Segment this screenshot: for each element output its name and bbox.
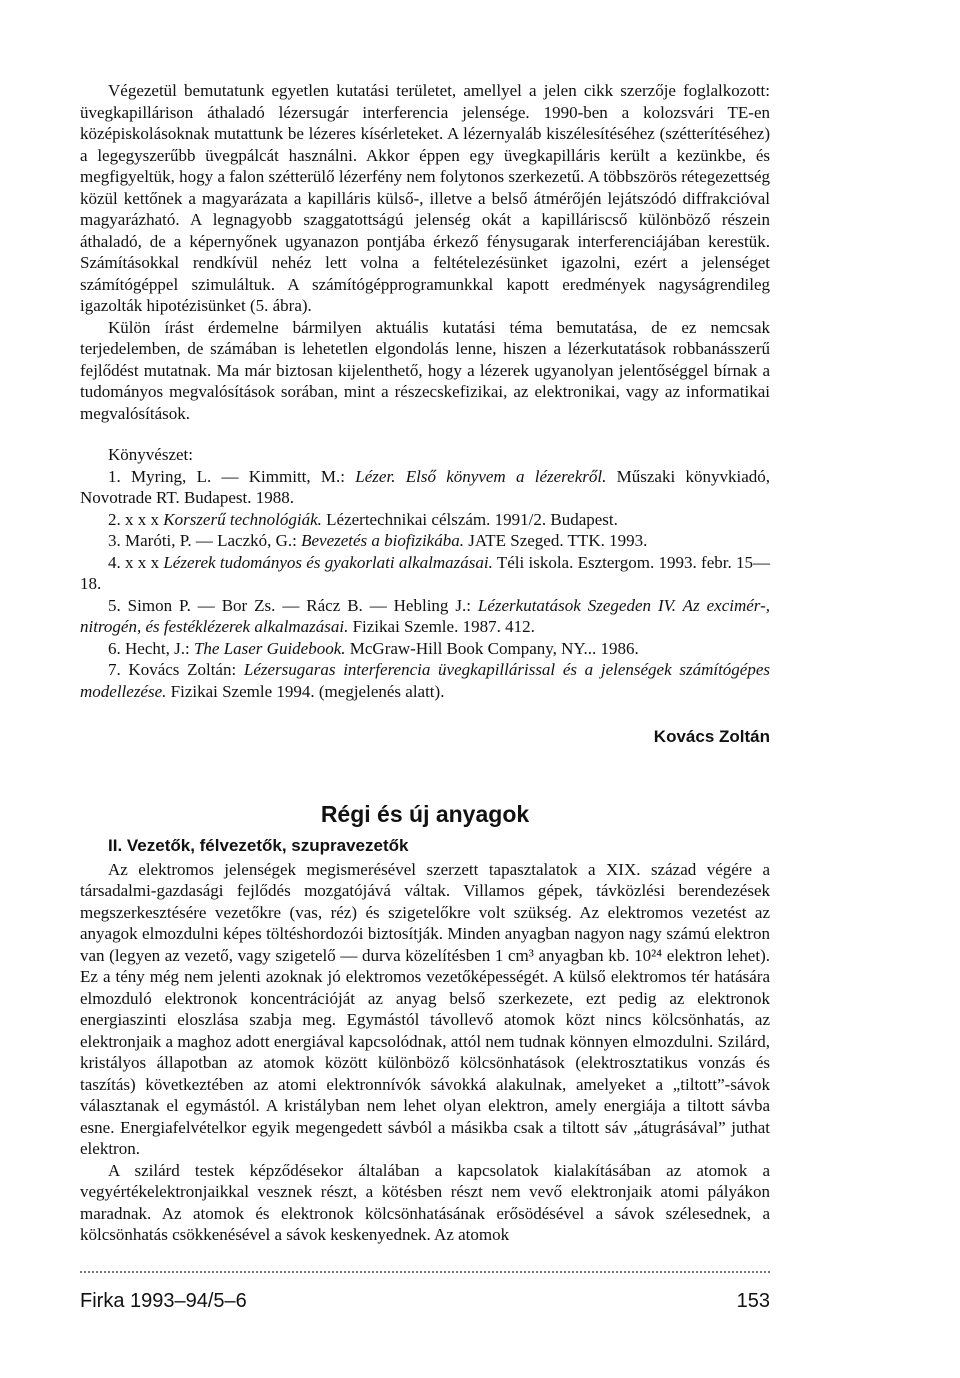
body-paragraph: A szilárd testek képződésekor általában a kapcsolatok kialakításában az atomok a vegyértékelektronjaikkal vesznek részt, a kötésben részt nem vevő elektronjaik atomi pályákon maradnak. Az atomok és elektronok kölcsönhatásának erősödésével a sávok szélesednek, a kölcsönhatás csökkenésével a sávok keskenyednek. Az atomok [80, 1160, 770, 1244]
reference-item: 1. Myring, L. — Kimmitt, M.: Lézer. Első könyvem a lézerekről. Műszaki könyvkiadó, Novotrade RT. Budapest. 1988. [80, 466, 770, 507]
article-title: Régi és új anyagok [320, 800, 530, 827]
reference-item: 3. Maróti, P. — Laczkó, G.: Bevezetés a biofizikába. JATE Szeged. TTK. 1993. [108, 531, 648, 550]
article-subtitle: II. Vezetők, félvezetők, szupravezetők [108, 836, 409, 855]
page-footer [80, 1290, 770, 1313]
journal-issue: Firka 1993–94/5–6 [80, 1290, 247, 1312]
body-paragraph: Az elektromos jelenségek megismerésével szerzett tapasztalatok a XIX. század végére a társadalmi-gazdasági fejlődés mozgatójává váltak. Villamos gépek, távközlési berendezések megszerkesztésére vezetőkre (vas, réz) és szigetelőkre volt szükség. Az elektromos vezetést az anyagok elmozdulni képes töltéshordozói biztosítják. Minden anyagban nagyon nagy számú elektron van (legyen az vezető, vagy szigetelő — durva közelítésben 1 cm³ anyagban kb. 10²⁴ elektron lehet). Ez a tény még nem jelenti azoknak jó elektromos vezetőképességét. A külső elektromos tér hatására elmozduló elektronok koncentrációját az anyag belső szerkezete, ezt pedig az elektronok energiaszinti eloszlása szabja meg. Egymástól távollevő atomok közt nincs kölcsönhatás, az elektronjaik a maghoz adott energiával kapcsolódnak, attól nem tudnak könnyen elmozdulni. Szilárd, kristályos állapotban az atomok között különböző kölcsönhatások (elektrosztatikus vonzás és taszítás) következtében az atomi elektronnívók sávokká alakulnak, amelyeket a „tiltott”-sávok választanak el egymástól. A kristályban nem lehet olyan elektron, amely energiája a tiltott sávba esne. Energiafelvételkor egyik megengedett sávból a másikba csak a tiltott sáv „átugrásával” juthat elektron. [80, 859, 770, 1158]
page-body [80, 80, 770, 1246]
reference-item: 5. Simon P. — Bor Zs. — Rácz B. — Hebling J.: Lézerkutatások Szegeden IV. Az excimér-, nitrogén, és festéklézerek alkalmazásai. Fizikai Szemle. 1987. 412. [80, 595, 770, 636]
bibliography-heading: Könyvészet: [108, 445, 193, 464]
page-number: 153 [736, 1290, 770, 1312]
article-materials [80, 800, 770, 1246]
reference-item: 4. x x x Lézerek tudományos és gyakorlati alkalmazásai. Téli iskola. Esztergom. 1993. febr. 15—18. [80, 552, 770, 593]
reference-item: 6. Hecht, J.: The Laser Guidebook. McGraw-Hill Book Company, NY... 1986. [108, 638, 639, 658]
body-paragraph: Külön írást érdemelne bármilyen aktuális kutatási téma bemutatása, de ez nemcsak terjedelemben, de számában is lehetetlen elgondolás lenne, hiszen a lézerkutatások robbanásszerű fejlődést mutatnak. Ma már biztosan kijelenthető, hogy a lézerek ugyanolyan jelentőséggel bírnak a tudományos megvalósítások sorában, mint a részecskefizikai, az elektronikai, vagy az informatikai megvalósítások. [80, 317, 770, 423]
author-signature: Kovács Zoltán [653, 727, 770, 746]
reference-item: 7. Kovács Zoltán: Lézersugaras interferencia üvegkapillárissal és a jelenségek számítógépes modellezése. Fizikai Szemle 1994. (megjelenés alatt). [80, 660, 770, 701]
bibliography [80, 444, 770, 702]
article-laser [80, 80, 770, 748]
body-paragraph: Végezetül bemutatunk egyetlen kutatási területet, amellyel a jelen cikk szerzője foglalkozott: üvegkapillárison áthaladó lézersugár interferencia jelensége. 1990-ben a kolozsvári TE-en középiskolásoknak mutattunk be lézeres kísérleteket. A lézernyaláb kiszélesítéséhez (szétterítéséhez) a legegyszerűbb üvegpálcát használni. Akkor éppen egy üvegkapilláris került a kezünkbe, és megfigyeltük, hogy a falon szétterülő lézerfény nem folytonos szerkezetű. A többszörös rétegezettség közül kettőnek a magyarázata a kapilláris külső-, illetve a belső átmérőjén lejátszódó diffrakcióval magyarázható. A legnagyobb szaggatottságú jelenség okát a kapilláriscső különböző részein áthaladó, de a képernyőnek ugyanazon pontjába érkező fénysugarak interferenciájában kerestük. Számításokkal rendkívül nehéz lett volna a feltételezésünket igazolni, ezért a jelenséget számítógéppel szimuláltuk. A számítógépprogramunkkal kapott eredmények nagyságrendileg igazolták hipotézisünket (5. ábra). [80, 81, 770, 315]
footer-rule [80, 1271, 770, 1273]
reference-item: 2. x x x Korszerű technológiák. Lézertechnikai célszám. 1991/2. Budapest. [108, 509, 618, 529]
